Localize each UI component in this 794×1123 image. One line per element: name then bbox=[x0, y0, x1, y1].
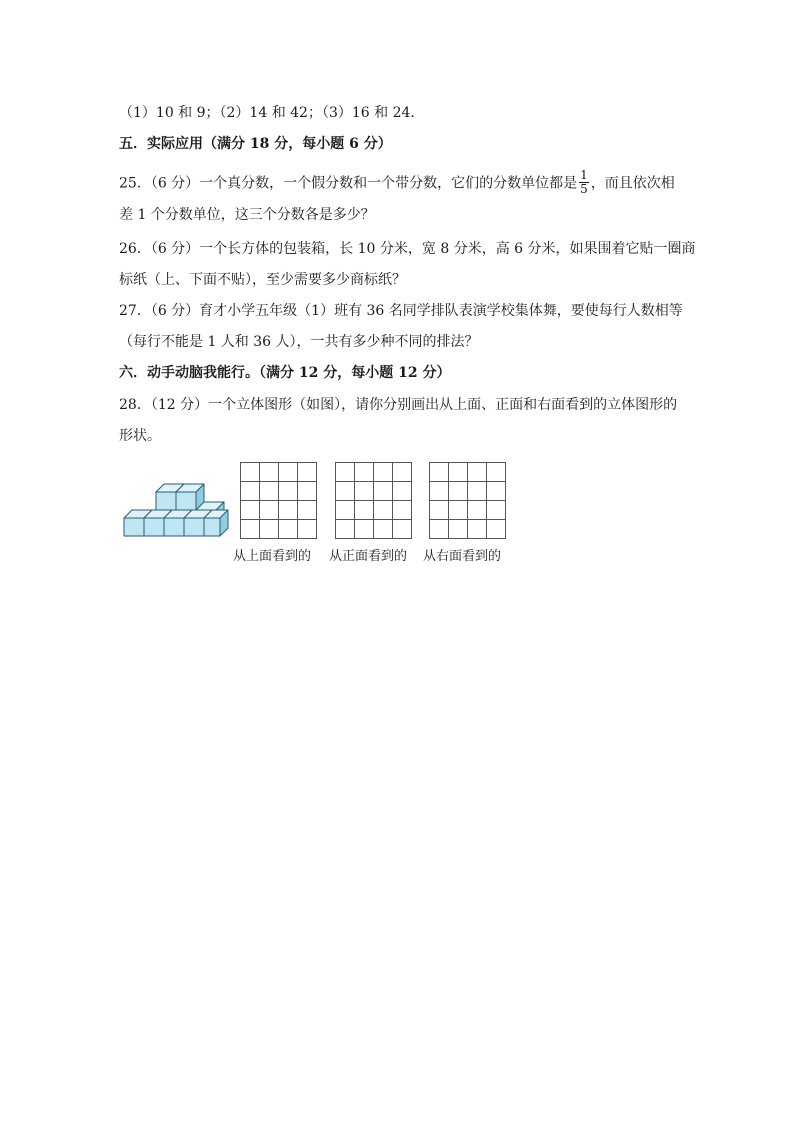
grid-front-view[interactable] bbox=[335, 462, 412, 539]
question-26-line-2: 标纸（上、下面不贴），至少需要多少商标纸？ bbox=[119, 272, 406, 288]
q25-text-before: 25．（6 分）一个真分数，一个假分数和一个带分数，它们的分数单位都是 bbox=[119, 175, 578, 192]
caption-right-view: 从右面看到的 bbox=[423, 549, 502, 564]
section-five-title: 五．实际应用（满分 18 分，每小题 6 分） bbox=[119, 136, 392, 152]
caption-top-view: 从上面看到的 bbox=[233, 549, 312, 564]
solid-figure-cubes bbox=[120, 475, 232, 537]
question-28-line-2: 形状。 bbox=[119, 428, 161, 444]
cube-front-5 bbox=[204, 510, 228, 536]
question-26-line-1: 26．（6 分）一个长方体的包装箱，长 10 分米，宽 8 分米，高 6 分米，如果围着它贴一圈商 bbox=[119, 241, 696, 257]
fraction-denominator: 5 bbox=[580, 182, 588, 196]
grid-right-view[interactable] bbox=[429, 462, 506, 539]
question-27-line-2: （每行不能是 1 人和 36 人），一共有多少种不同的排法？ bbox=[119, 334, 479, 350]
grid-top-view[interactable] bbox=[240, 462, 317, 539]
fraction-one-fifth bbox=[579, 169, 589, 196]
fraction-numerator: 1 bbox=[580, 168, 588, 182]
caption-front-view: 从正面看到的 bbox=[329, 549, 408, 564]
section-six-title: 六．动手动脑我能行。（满分 12 分，每小题 12 分） bbox=[119, 365, 451, 381]
question-27-line-1: 27．（6 分）育才小学五年级（1）班有 36 名同学排队表演学校集体舞，要使每行人数相等 bbox=[119, 303, 683, 319]
question-25-line-2: 差 1 个分数单位，这三个分数各是多少？ bbox=[119, 207, 375, 223]
question-25-line-1 bbox=[119, 170, 675, 197]
question-28-line-1: 28．（12 分）一个立体图形（如图），请你分别画出从上面、正面和右面看到的立体图形的 bbox=[119, 397, 678, 413]
previous-answer-line: （1）10 和 9；（2）14 和 42；（3）16 和 24． bbox=[119, 105, 425, 121]
q25-text-after: ，而且依次相 bbox=[590, 175, 675, 192]
